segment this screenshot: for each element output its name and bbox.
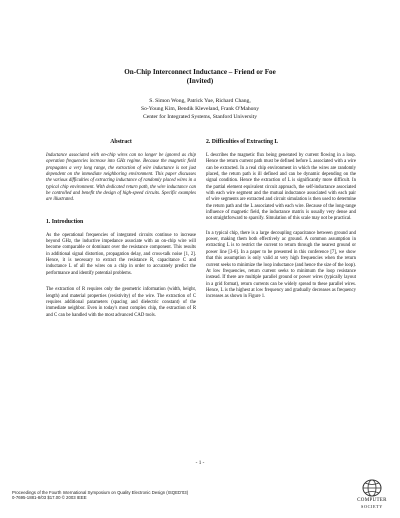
introduction-paragraph-2: The extraction of R requires only the geometric information (width, height, length) and material properties (resistivity) of the wire. The extraction of C requires additional parameters (spacing and dielectric constant) of the immediate neighbor. Even in today's most complex chip, the extraction of R and C can be handled with the most advanced CAD tools. bbox=[46, 287, 196, 318]
proceedings-footer bbox=[12, 490, 312, 501]
left-column bbox=[46, 138, 196, 325]
title-line-2: (Invited) bbox=[186, 77, 214, 85]
title-line-1: On-Chip Interconnect Inductance – Friend or Foe bbox=[124, 68, 276, 76]
section-2-paragraph-2: In a typical chip, there is a large decoupling capacitance between ground and power, making them both effectively ac ground. A common assumption in extracting L is to restrict the current to return through the nearest ground or power line [3-6]. In a paper to be presented in this conference [7], we show that this assumption is only valid at very high frequencies when the return current seeks to minimize the loop inductance (and hence the size of the loop). At low frequencies, return current seeks to minimum the loop resistance instead. If there are multiple parallel ground or power wires (typically layout in a grid format), return currents can be widely spread to these parallel wires. Hence, L is the highest at low frequency and gradually decreases as frequency increases as shown in Figure 1. bbox=[206, 230, 356, 300]
author-block bbox=[60, 97, 340, 121]
logo-line-1: COMPUTER bbox=[357, 498, 387, 503]
section-2-paragraph-1: L describes the magnetic flux being generated by current flowing in a loop. Hence the return current path must be defined before L associated with a wire can be extracted. In a real chip environment in which the wires are randomly placed, the return path is ill defined and can be dynamic depending on the signal condition. Hence the extraction of L is significantly more difficult. In the partial element equivalent circuit approach, the self-inductance associated with each wire segment and the mutual inductance associated with each pair of wire segments are extracted and circuit simulation is then used to determine the return path and the L associated with each wire. Because of the long-range influence of magnetic field, the inductance matrix is usually very dense and not straightforward to sparsify. Simulation of this scale may not be practical. bbox=[206, 153, 356, 222]
abstract-heading: Abstract bbox=[110, 139, 132, 145]
introduction-paragraph-1: As the operational frequencies of integrated circuits continue to increase beyond GHz, the inductive impedance associate with an on-chip wire will become comparable or dominant over the resistance component. This results in additional signal distortion, propagation delay, and cross-talk noise [1, 2]. Hence, it is necessary to extract the resistance R, capacitance C and inductance L of all the wires on a chip in order to accurately predict the performance and identify potential problems. bbox=[46, 232, 196, 276]
introduction-heading: 1. Introduction bbox=[46, 218, 84, 225]
affiliation: Center for Integrated Systems, Stanford University bbox=[142, 114, 258, 120]
authors-line-2: So-Young Kim, Bendik Kleveland, Frank O'Mahony bbox=[140, 106, 260, 112]
computer-society-emblem-icon bbox=[361, 478, 383, 498]
page-number: - 1 - bbox=[195, 460, 205, 466]
computer-society-logo bbox=[352, 478, 392, 514]
paper-title bbox=[60, 68, 340, 86]
logo-line-2: SOCIETY bbox=[361, 504, 383, 509]
footer-line-1: Proceedings of the Fourth International Symposium on Quality Electronic Design (ISQED'03) bbox=[12, 490, 189, 495]
authors-line-1: S. Simon Wong, Patrick Yue, Richard Chang, bbox=[149, 98, 251, 104]
section-2-heading: 2. Difficulties of Extracting L bbox=[206, 139, 279, 145]
abstract-text: Inductance associated with on-chip wires can no longer be ignored as chip operation frequencies increase into GHz regime. Because the magnetic field propagates a very long range, the extraction of wire inductance is not just dependent on the immediate neighboring environment. This paper discusses the various difficulties of extracting inductance of randomly placed wires in a typical chip environment. With dedicated return path, the wire inductance can be controlled and benefit the design of high-speed circuits. Specific examples are illustrated. bbox=[46, 153, 196, 203]
footer-line-2: 0-7695-1881-8/03 $17.00 © 2003 IEEE bbox=[12, 495, 87, 501]
right-column bbox=[206, 138, 356, 307]
